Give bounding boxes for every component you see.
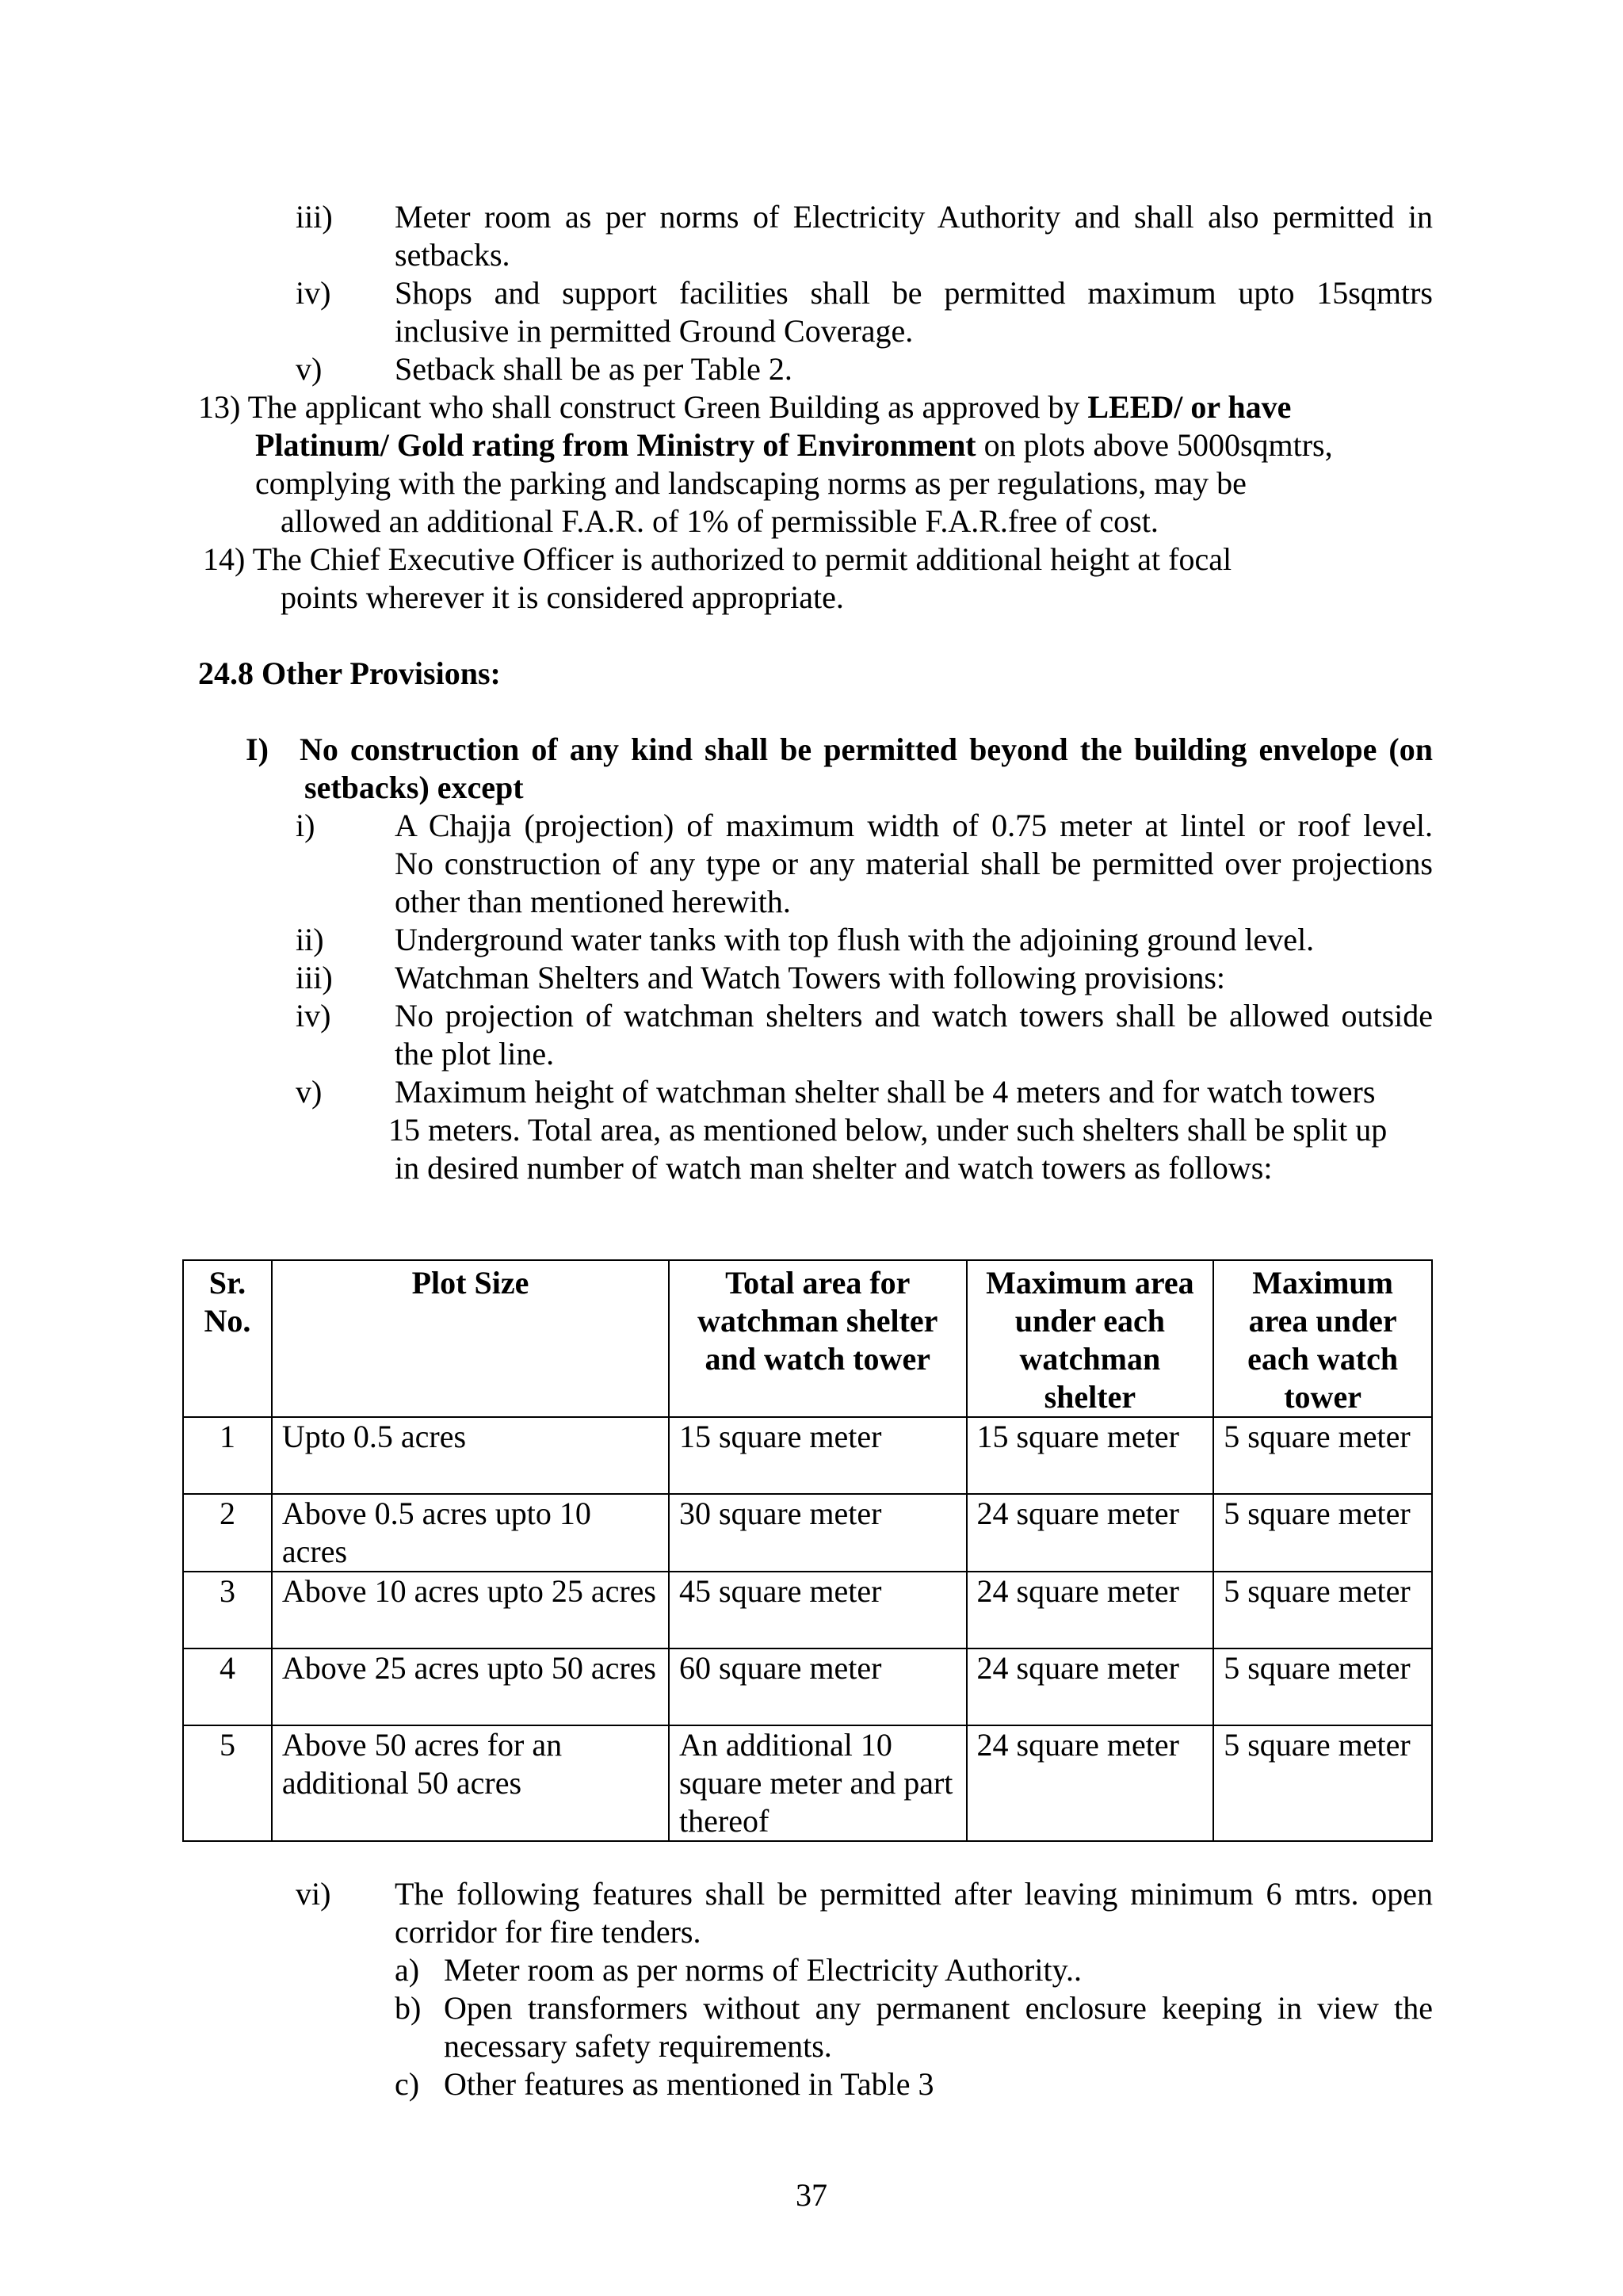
table-cell: Above 10 acres upto 25 acres [272,1572,669,1648]
list-text: The following features shall be permitted after leaving minimum 6 mtrs. open [395,1876,1433,1912]
table-cell: 15 square meter [669,1417,967,1494]
watchman-shelter-table [182,1259,1433,1842]
table-cell: 60 square meter [669,1648,967,1725]
table-cell: 45 square meter [669,1572,967,1648]
clause-number: I) [246,732,269,767]
item-13-bold: Platinum/ Gold rating from Ministry of Environment [255,427,976,463]
clause-text: setbacks) except [304,770,524,805]
item-13-line: allowed an additional F.A.R. of 1% of permissible F.A.R.free of cost. [281,503,1159,539]
clause-text: No construction of any kind shall be permitted beyond the building envelope (on [300,732,1433,767]
table-cell: 24 square meter [967,1572,1214,1648]
table-cell: 1 [183,1417,272,1494]
table-cell: 5 [183,1725,272,1841]
list-text: A Chajja (projection) of maximum width of 0.75 meter at lintel or roof level. [395,808,1433,843]
table-header-cell: Sr. No. [183,1260,272,1417]
table-row [183,1648,1432,1725]
table-row [183,1417,1432,1494]
table-cell: 24 square meter [967,1725,1214,1841]
sublist-letter: b) [395,1990,422,2026]
table-cell: 5 square meter [1213,1417,1432,1494]
table-cell: 5 square meter [1213,1572,1432,1648]
table-cell: 3 [183,1572,272,1648]
table-row [183,1572,1432,1648]
table-cell: 5 square meter [1213,1494,1432,1572]
table-cell: 24 square meter [967,1648,1214,1725]
table-header-row [183,1260,1432,1417]
table-header-cell: Maximum area under each watchman shelter [967,1260,1214,1417]
list-text: other than mentioned herewith. [395,884,791,919]
table-header-cell: Total area for watchman shelter and watch tower [669,1260,967,1417]
table-cell: Upto 0.5 acres [272,1417,669,1494]
item-13-line [198,388,1291,426]
list-text: 15 meters. Total area, as mentioned below, under such shelters shall be split up [388,1112,1388,1148]
list-text: No projection of watchman shelters and watch towers shall be allowed outside [395,998,1433,1033]
sublist-letter: c) [395,2066,420,2102]
sublist-text: Meter room as per norms of Electricity Authority.. [444,1952,1082,1988]
sublist-text: Other features as mentioned in Table 3 [444,2066,934,2102]
list-text: No construction of any type or any material shall be permitted over projections [395,846,1433,881]
list-number: v) [296,1074,323,1110]
list-number: v) [296,351,323,387]
sublist-text: Open transformers without any permanent enclosure keeping in view the [444,1990,1433,2026]
list-text: Watchman Shelters and Watch Towers with following provisions: [395,960,1226,995]
item-14-line: points wherever it is considered appropriate. [281,579,844,615]
list-text: Shops and support facilities shall be permitted maximum upto 15sqmtrs [395,275,1433,311]
list-text: setbacks. [395,237,510,273]
list-number: i) [296,808,315,843]
table-cell: Above 25 acres upto 50 acres [272,1648,669,1725]
table-header-cell: Maximum area under each watch tower [1213,1260,1432,1417]
list-text: Underground water tanks with top flush with the adjoining ground level. [395,922,1315,957]
list-number: ii) [296,922,324,957]
list-number: vi) [296,1876,331,1912]
table-cell: 30 square meter [669,1494,967,1572]
sublist-text: necessary safety requirements. [444,2028,832,2064]
section-heading: 24.8 Other Provisions: [198,655,501,691]
item-13-prefix: 13) The applicant who shall construct Green Building as approved by [198,389,1088,425]
item-13-line [255,426,1333,464]
list-text: Meter room as per norms of Electricity Authority and shall also permitted in [395,199,1433,235]
list-number: iv) [296,998,331,1033]
list-number: iv) [296,275,331,311]
list-text: in desired number of watch man shelter and watch towers as follows: [395,1150,1273,1186]
list-text: Maximum height of watchman shelter shall be 4 meters and for watch towers [395,1074,1376,1110]
list-text: inclusive in permitted Ground Coverage. [395,313,914,349]
table-cell: Above 0.5 acres upto 10 acres [272,1494,669,1572]
list-text: the plot line. [395,1036,555,1072]
table-cell: 15 square meter [967,1417,1214,1494]
item-13-line: complying with the parking and landscaping norms as per regulations, may be [255,465,1247,501]
table-cell: An additional 10 square meter and part thereof [669,1725,967,1841]
list-number: iii) [296,960,333,995]
item-13-text: on plots above 5000sqmtrs, [976,427,1333,463]
table-header-cell: Plot Size [272,1260,669,1417]
list-text: Setback shall be as per Table 2. [395,351,792,387]
table-cell: Above 50 acres for an additional 50 acres [272,1725,669,1841]
list-text: corridor for fire tenders. [395,1914,701,1950]
table-cell: 5 square meter [1213,1648,1432,1725]
item-13-bold: LEED/ or have [1087,389,1292,425]
page-number: 37 [796,2177,827,2213]
table-row [183,1725,1432,1841]
sublist-letter: a) [395,1952,420,1988]
table-cell: 5 square meter [1213,1725,1432,1841]
table-cell: 2 [183,1494,272,1572]
table-row [183,1494,1432,1572]
table-cell: 24 square meter [967,1494,1214,1572]
table-cell: 4 [183,1648,272,1725]
item-14-line: 14) The Chief Executive Officer is authorized to permit additional height at focal [203,541,1232,577]
list-number: iii) [296,199,333,235]
